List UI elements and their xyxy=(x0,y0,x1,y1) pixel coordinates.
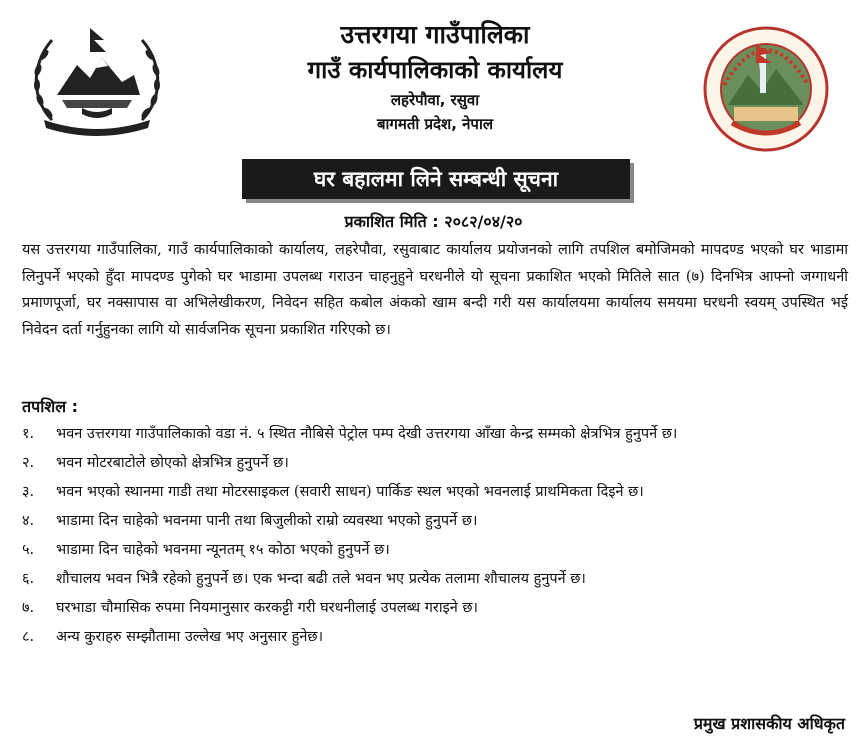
province-country: बागमती प्रदेश, नेपाल xyxy=(376,115,494,133)
item-number: ४. xyxy=(22,513,35,529)
item-text: भाडामा दिन चाहेको भवनमा न्यूनतम् १५ कोठा भएको हुनुपर्ने छ। xyxy=(56,542,390,558)
notice-header xyxy=(0,0,867,150)
item-text: घरभाडा चौमासिक रुपमा नियमानुसार करकट्टी गरी घरधनीलाई उपलब्ध गराइने छ। xyxy=(56,600,479,616)
list-item xyxy=(22,623,848,652)
item-number: ५. xyxy=(22,542,35,558)
list-item xyxy=(22,507,848,536)
item-text: भवन भएको स्थानमा गाडी तथा मोटरसाइकल (सवारी साधन) पार्किङ स्थल भएको भवनलाई प्राथमिकता दिइने छ। xyxy=(56,484,644,500)
notice-title: घर बहालमा लिने सम्बन्धी सूचना xyxy=(242,159,630,199)
item-text: भाडामा दिन चाहेको भवनमा पानी तथा बिजुलीको राम्रो व्यवस्था भएको हुनुपर्ने छ। xyxy=(56,513,478,529)
item-number: ८. xyxy=(22,629,35,645)
item-number: २. xyxy=(22,455,35,471)
item-number: ६. xyxy=(22,571,35,587)
signatory-title: प्रमुख प्रशासकीय अधिकृत xyxy=(693,714,845,733)
item-text: अन्य कुराहरु सम्झौतामा उल्लेख भए अनुसार हुनेछ। xyxy=(56,629,324,645)
item-text: भवन मोटरबाटोले छोएको क्षेत्रभित्र हुनुपर्ने छ। xyxy=(56,455,289,471)
list-item xyxy=(22,594,848,623)
list-item xyxy=(22,565,848,594)
item-text: भवन उत्तरगया गाउँपालिकाको वडा नं. ५ स्थित नौबिसे पेट्रोल पम्प देखी उत्तरगया आँखा केन्द्र सम्मको क्षेत्रभित्र हुनुपर्ने छ। xyxy=(56,426,678,442)
office-name: गाउँ कार्यपालिकाको कार्यालय xyxy=(307,56,563,84)
list-item xyxy=(22,449,848,478)
details-heading: तपशिल : xyxy=(22,397,79,416)
item-number: १. xyxy=(22,426,35,442)
municipality-name: उत्तरगया गाउँपालिका xyxy=(340,20,530,49)
item-text: शौचालय भवन भित्रै रहेको हुनुपर्ने छ। एक भन्दा बढी तले भवन भए प्रत्येक तलामा शौचालय हुनुपर्ने छ। xyxy=(56,571,586,587)
details-list xyxy=(22,420,848,652)
publication-date: प्रकाशित मिति : २०८२/०४/२० xyxy=(344,212,523,231)
item-number: ३. xyxy=(22,484,35,500)
list-item xyxy=(22,420,848,449)
nepal-government-emblem-icon xyxy=(22,20,172,140)
list-item xyxy=(22,536,848,565)
municipality-seal-icon xyxy=(702,25,830,153)
notice-body: यस उत्तरगया गाउँपालिका, गाउँ कार्यपालिकाको कार्यालय, लहरेपौवा, रसुवाबाट कार्यालय प्रयोजनको लागि तपशिल बमोजिमको मापदण्ड भएको घर भाडामा लिनुपर्ने भएको हुँदा मापदण्ड पुगेको घर भाडामा उपलब्ध गराउन चाहनुहुने घरधनीले यो सूचना प्रकाशित भएको मितिले सात (७) दिनभित्र आफ्नो जग्गाधनी प्रमाणपूर्जा, घर नक्सापास वा अभिलेखीकरण, निवेदन सहित कबोल अंकको खाम बन्दी गरी यस कार्यालयमा कार्यालय समयमा घरधनी स्वयम् उपस्थित भई निवेदन दर्ता गर्नुहुनका लागि यो सार्वजनिक सूचना प्रकाशित गरिएको छ। xyxy=(22,242,848,338)
item-number: ७. xyxy=(22,600,35,616)
list-item xyxy=(22,478,848,507)
office-location: लहरेपौवा, रसुवा xyxy=(390,91,480,109)
title-block xyxy=(200,18,670,136)
